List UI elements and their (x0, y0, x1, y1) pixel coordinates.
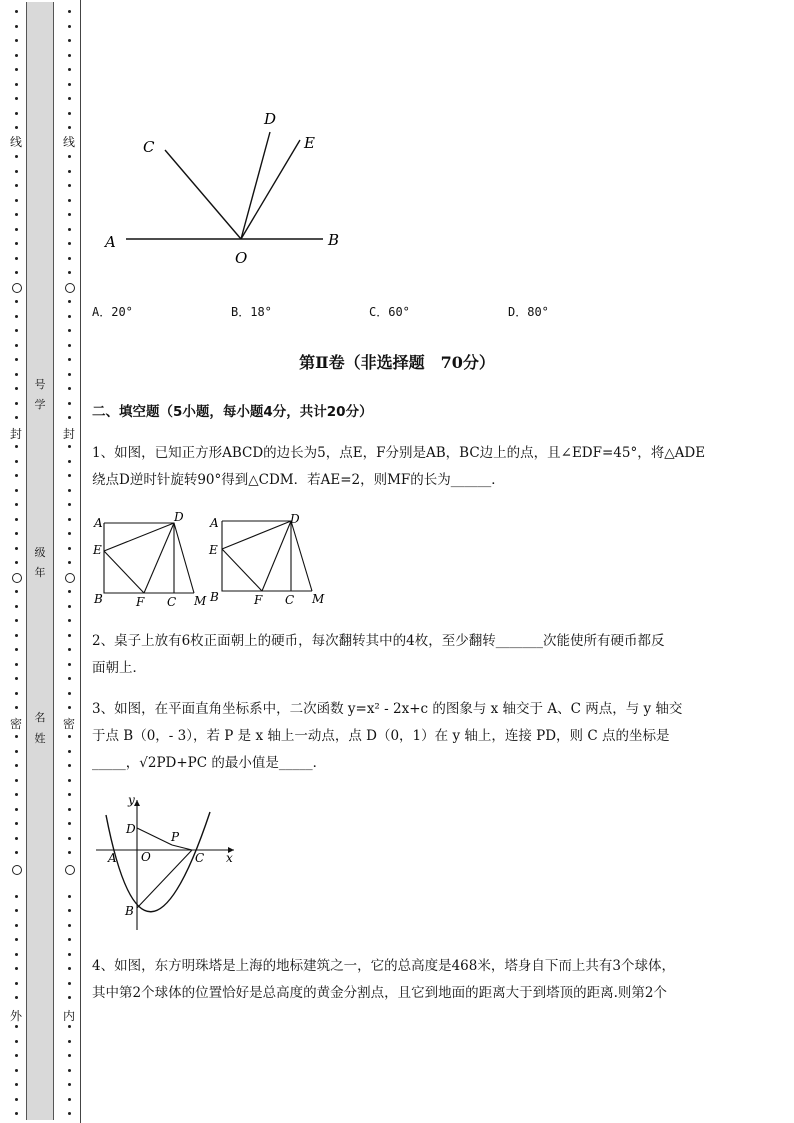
margin-dot (68, 909, 71, 912)
strip-label: 年 (34, 566, 46, 579)
margin-dot (68, 126, 71, 129)
svg-text:E: E (93, 543, 102, 557)
margin-dot (68, 300, 71, 303)
margin-dot (68, 10, 71, 13)
margin-dot (15, 416, 18, 419)
margin-dot (68, 532, 71, 535)
margin-dot (15, 895, 18, 898)
margin-dot (15, 982, 18, 985)
margin-dot (68, 1025, 71, 1028)
margin-dot (15, 924, 18, 927)
strip-label: 学 (34, 398, 46, 411)
margin-dot (15, 54, 18, 57)
margin-dot (15, 648, 18, 651)
margin-dot (15, 329, 18, 332)
margin-dot (15, 460, 18, 463)
svg-text:x: x (226, 851, 233, 865)
margin-dot (15, 953, 18, 956)
margin-dot (15, 605, 18, 608)
question-3-line: 于点 B（0，- 3），若 P 是 x 轴上一动点，点 D（0，1）在 y 轴上，连接 PD，则 C 点的坐标是 (92, 728, 670, 744)
question-3-line: 3、如图，在平面直角坐标系中，二次函数 y=x² - 2x+c 的图象与 x 轴交于 A、C 两点，与 y 轴交 (92, 701, 683, 717)
binding-rule (80, 0, 81, 1123)
margin-circle (12, 283, 22, 293)
margin-dot (68, 184, 71, 187)
margin-dot (15, 706, 18, 709)
margin-dot (15, 257, 18, 260)
margin-dot (68, 837, 71, 840)
margin-dot (15, 1040, 18, 1043)
margin-dot (15, 967, 18, 970)
label-e: E (304, 134, 315, 152)
margin-char: 线 (9, 135, 22, 149)
margin-dot (15, 155, 18, 158)
margin-char: 线 (62, 135, 75, 149)
margin-char: 内 (62, 1009, 75, 1023)
margin-dot (15, 39, 18, 42)
margin-dot (68, 706, 71, 709)
question-2-line: 2、桌子上放有6枚正面朝上的硬币，每次翻转其中的4枚，至少翻转_______次能使所有硬币都反 (92, 633, 665, 649)
margin-dot (15, 315, 18, 318)
margin-dot (15, 1054, 18, 1057)
margin-dot (15, 228, 18, 231)
margin-dot (68, 605, 71, 608)
question-4 (92, 953, 742, 1007)
margin-dot (68, 503, 71, 506)
svg-text:A: A (94, 516, 103, 530)
question-3 (92, 696, 742, 777)
margin-dot (68, 634, 71, 637)
margin-dot (15, 735, 18, 738)
margin-dot (15, 68, 18, 71)
margin-dot (15, 779, 18, 782)
ray-oc (165, 150, 241, 239)
svg-text:D: D (174, 510, 184, 524)
margin-dot (15, 184, 18, 187)
margin-dot (15, 634, 18, 637)
margin-dot (68, 590, 71, 593)
margin-dot (68, 996, 71, 999)
margin-dot (68, 1098, 71, 1101)
margin-dot (68, 851, 71, 854)
margin-dot (15, 387, 18, 390)
margin-dot (68, 663, 71, 666)
margin-dot (15, 300, 18, 303)
margin-char: 外 (9, 1009, 22, 1023)
margin-dot (15, 996, 18, 999)
margin-dot (68, 895, 71, 898)
margin-dot (15, 677, 18, 680)
margin-dot (68, 329, 71, 332)
margin-dot (68, 257, 71, 260)
margin-dot (15, 10, 18, 13)
svg-text:A: A (108, 851, 117, 865)
margin-dot (68, 416, 71, 419)
margin-circle (65, 573, 75, 583)
margin-dot (15, 547, 18, 550)
margin-dot (68, 692, 71, 695)
margin-dot (68, 39, 71, 42)
choice-d: D．80° (508, 305, 549, 319)
margin-dot (15, 1098, 18, 1101)
margin-dot (15, 851, 18, 854)
margin-dot (15, 1025, 18, 1028)
question-4-line: 其中第2个球体的位置恰好是总高度的黄金分割点，且它到地面的距离大于到塔顶的距离.则第2个 (92, 985, 667, 1001)
margin-dot (15, 793, 18, 796)
margin-dot (68, 474, 71, 477)
strip-label: 级 (34, 546, 46, 559)
margin-dot (68, 402, 71, 405)
svg-text:F: F (136, 595, 145, 609)
svg-text:y: y (128, 793, 135, 807)
margin-dot (68, 344, 71, 347)
question-4-line: 4、如图，东方明珠塔是上海的地标建筑之一，它的总高度是468米，塔身自下而上共有3个球体， (92, 958, 675, 974)
margin-dot (68, 1112, 71, 1115)
strip-label: 号 (34, 378, 46, 391)
margin-dot (15, 213, 18, 216)
svg-text:F: F (254, 593, 263, 607)
margin-dot (15, 503, 18, 506)
margin-dot (68, 112, 71, 115)
margin-dot (68, 271, 71, 274)
margin-dot (15, 1083, 18, 1086)
margin-dot (15, 199, 18, 202)
margin-dot (15, 619, 18, 622)
margin-dot (68, 648, 71, 651)
margin-dot (68, 25, 71, 28)
ray-oe (241, 140, 300, 239)
angle-figure (95, 100, 365, 275)
margin-dot (68, 489, 71, 492)
margin-dot (15, 1069, 18, 1072)
margin-dot (15, 938, 18, 941)
margin-dot (68, 460, 71, 463)
svg-text:O: O (141, 850, 151, 864)
question-1-line: 1、如图，已知正方形ABCD的边长为5，点E，F分别是AB，BC边上的点，且∠EDF=45°，将△ADE (92, 445, 706, 461)
margin-dot (15, 1112, 18, 1115)
margin-circle (65, 283, 75, 293)
margin-dot (15, 518, 18, 521)
square-figures (90, 508, 340, 613)
svg-text:B: B (125, 904, 134, 918)
margin-dot (15, 692, 18, 695)
margin-dot (68, 619, 71, 622)
svg-text:C: C (167, 595, 177, 609)
margin-circle (12, 573, 22, 583)
choice-a: A．20° (92, 305, 133, 319)
margin-dot (68, 387, 71, 390)
label-b: B (328, 231, 340, 249)
margin-dot (68, 1054, 71, 1057)
margin-dot (15, 112, 18, 115)
margin-dot (68, 924, 71, 927)
margin-char: 密 (9, 717, 22, 731)
margin-dot (68, 822, 71, 825)
margin-dot (68, 1083, 71, 1086)
margin-dot (15, 561, 18, 564)
margin-dot (15, 271, 18, 274)
label-o: O (235, 249, 248, 267)
svg-text:E: E (209, 543, 218, 557)
margin-dot (15, 170, 18, 173)
choice-b: B．18° (231, 305, 272, 319)
margin-dot (68, 547, 71, 550)
strip-label: 名 (34, 711, 46, 724)
choice-c: C．60° (369, 305, 410, 319)
margin-dot (68, 83, 71, 86)
margin-dot (15, 126, 18, 129)
margin-dot (68, 561, 71, 564)
margin-dot (15, 590, 18, 593)
margin-dot (68, 1040, 71, 1043)
margin-dot (68, 518, 71, 521)
margin-dot (15, 808, 18, 811)
svg-text:D: D (126, 822, 136, 836)
strip-label: 姓 (34, 732, 46, 745)
question-2 (92, 628, 742, 682)
margin-dot (68, 155, 71, 158)
margin-dot (15, 663, 18, 666)
margin-dot (15, 474, 18, 477)
margin-dot (68, 677, 71, 680)
margin-dot (15, 750, 18, 753)
question-1-line: 绕点D逆时针旋转90°得到△CDM．若AE=2，则MF的长为______． (92, 472, 505, 488)
margin-dot (15, 445, 18, 448)
binding-strip (26, 2, 54, 1120)
margin-dot (68, 228, 71, 231)
label-a: A (105, 233, 116, 251)
margin-dot (15, 909, 18, 912)
question-3-line: _____，√2PD+PC 的最小值是_____． (92, 755, 327, 771)
svg-text:C: C (285, 593, 295, 607)
margin-dot (68, 793, 71, 796)
label-c: C (143, 138, 155, 156)
svg-text:M: M (194, 594, 207, 608)
margin-dot (15, 97, 18, 100)
margin-dot (68, 750, 71, 753)
margin-dot (68, 242, 71, 245)
margin-char: 封 (9, 427, 22, 441)
margin-dot (68, 938, 71, 941)
margin-dot (15, 532, 18, 535)
margin-dot (68, 982, 71, 985)
svg-text:B: B (94, 592, 103, 606)
section-title: 第Ⅱ卷（非选择题 70分） (299, 353, 495, 372)
subsection-title: 二、填空题（5小题，每小题4分，共计20分） (92, 404, 373, 420)
margin-dot (68, 953, 71, 956)
parabola-figure (92, 790, 242, 935)
svg-text:A: A (210, 516, 219, 530)
margin-dot (68, 68, 71, 71)
margin-dot (68, 967, 71, 970)
margin-dot (15, 764, 18, 767)
svg-text:C: C (195, 851, 205, 865)
margin-dot (15, 822, 18, 825)
margin-dot (68, 54, 71, 57)
svg-text:D: D (290, 512, 300, 526)
margin-dot (15, 402, 18, 405)
margin-dot (68, 170, 71, 173)
margin-dot (68, 735, 71, 738)
margin-dot (15, 25, 18, 28)
margin-dot (68, 779, 71, 782)
margin-dot (15, 489, 18, 492)
margin-dot (68, 97, 71, 100)
margin-dot (68, 445, 71, 448)
margin-dot (15, 242, 18, 245)
margin-dot (15, 83, 18, 86)
margin-dot (15, 837, 18, 840)
svg-text:B: B (210, 590, 219, 604)
question-1 (92, 440, 742, 494)
margin-char: 密 (62, 717, 75, 731)
question-2-line: 面朝上． (92, 660, 146, 676)
margin-dot (68, 315, 71, 318)
margin-dot (68, 764, 71, 767)
label-d: D (264, 110, 277, 128)
svg-text:P: P (171, 830, 180, 844)
margin-dot (68, 213, 71, 216)
margin-circle (12, 865, 22, 875)
margin-dot (68, 1069, 71, 1072)
margin-char: 封 (62, 427, 75, 441)
svg-text:M: M (312, 592, 325, 606)
margin-dot (15, 344, 18, 347)
margin-dot (68, 808, 71, 811)
margin-dot (68, 199, 71, 202)
margin-circle (65, 865, 75, 875)
ray-od (241, 132, 270, 239)
